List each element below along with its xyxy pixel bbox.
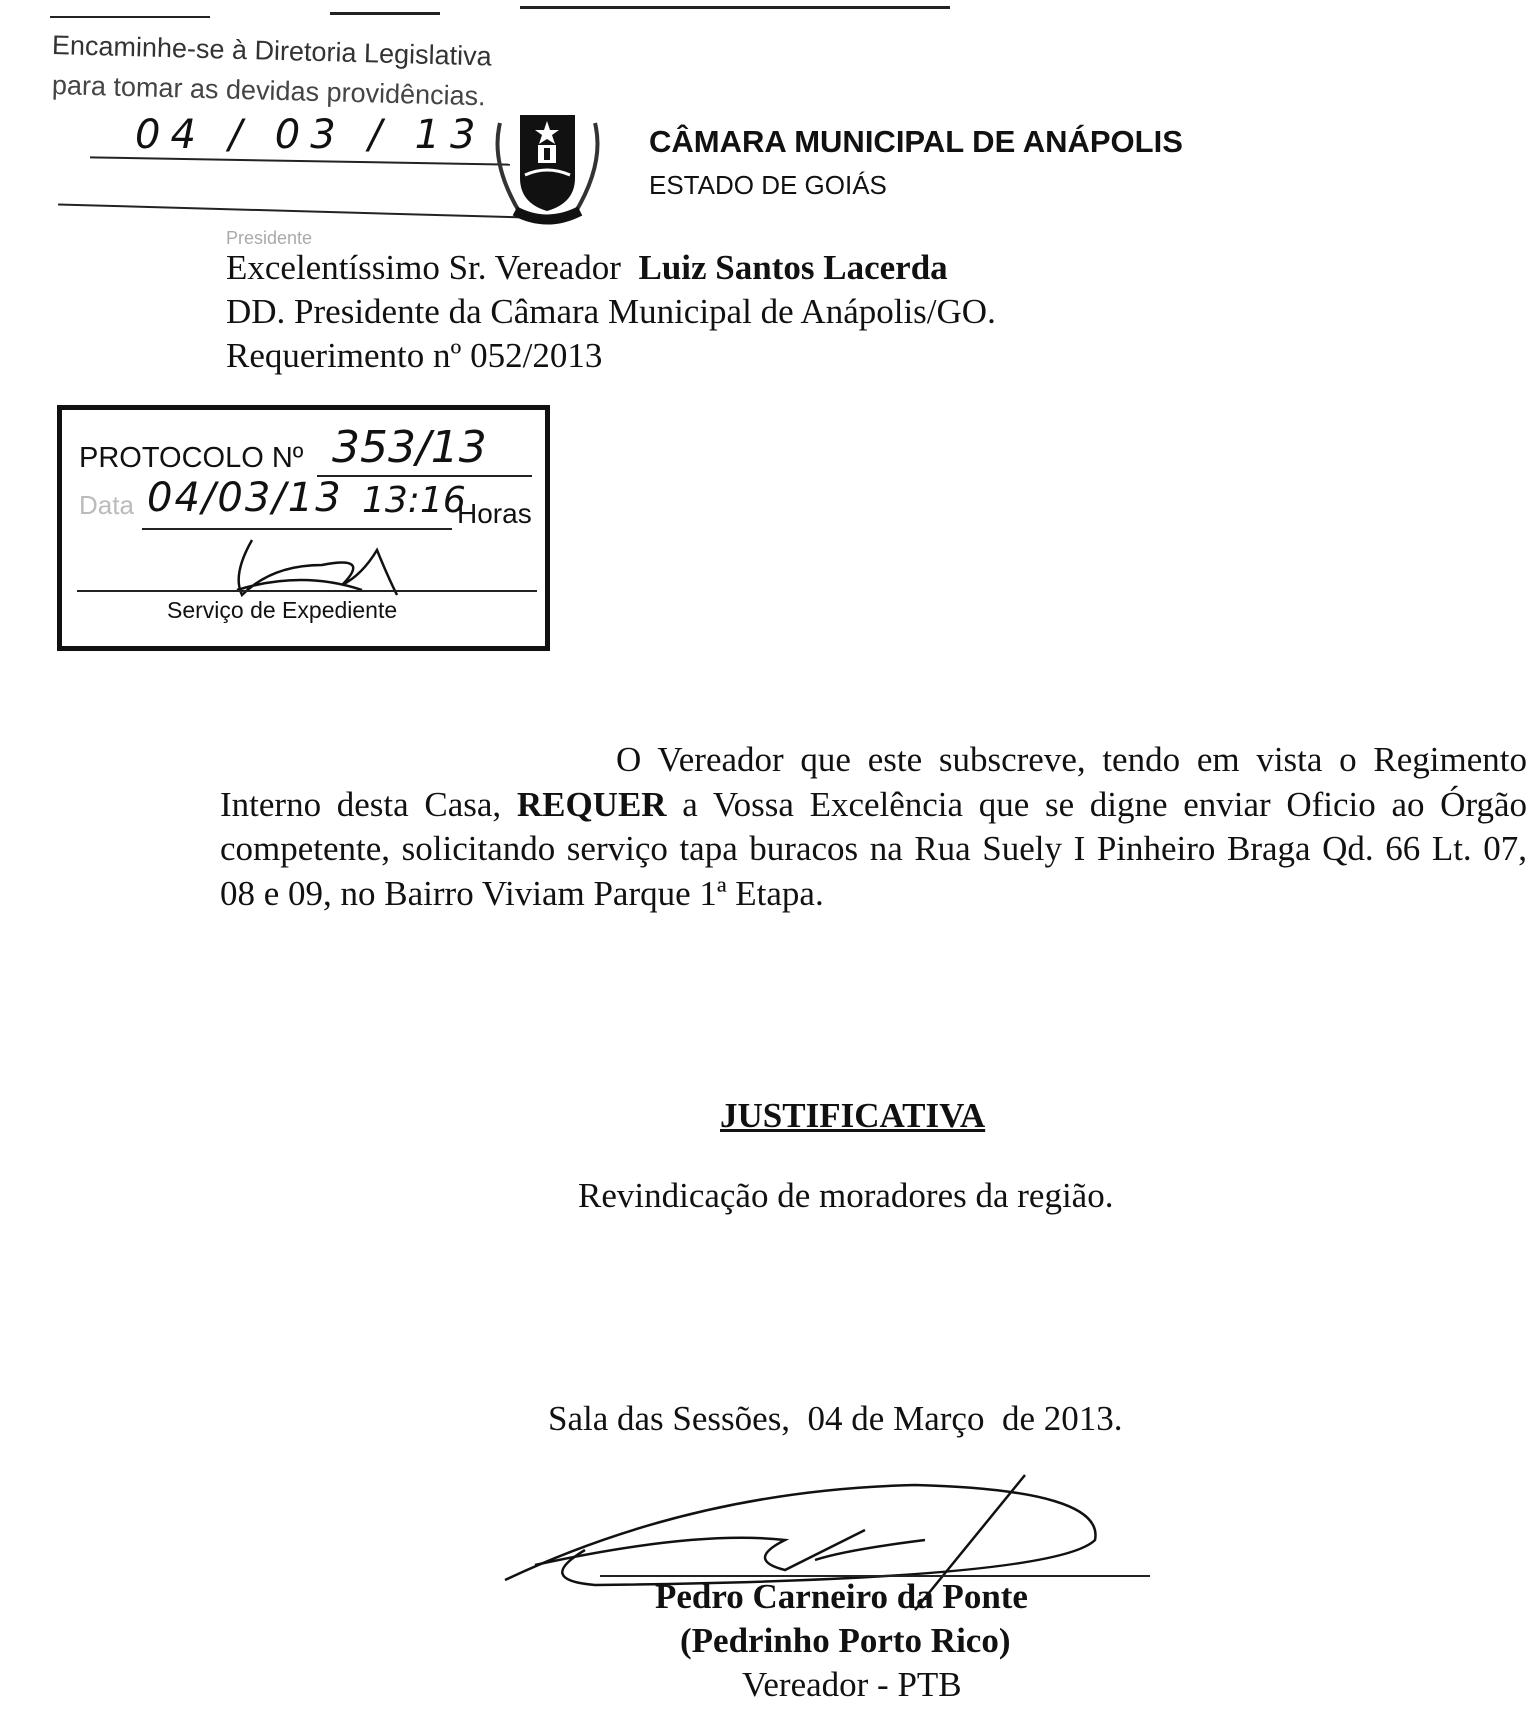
salutation-text: Excelentíssimo Sr. Vereador [226,248,621,287]
hours-label: Horas [457,498,532,529]
department-label: Serviço de Expediente [167,597,398,623]
scan-artifact-line [330,12,440,15]
body-part2: a Vossa Excelência que se digne enviar Oficio ao Órgão competente, solicitando serviço tapa buracos na Rua Suely I Pinheiro Braga Qd. 66 Lt. 07, 08 e 09, no Bairro Viviam Parque 1ª Etapa. [220,784,1528,913]
signatory-title: Vereador - PTB [742,1665,962,1704]
body-part1: O Vereador que este subscreve, tendo em vista o Regimento Interno desta Casa, [220,740,1527,824]
dispatch-role: Presidente [226,228,313,248]
dispatch-date: 04 / 03 / 13 [135,112,486,158]
dispatch-signature-line [58,203,528,218]
date-line [142,528,452,530]
body-emphasis: REQUER [516,784,667,824]
scan-artifact-line [50,16,210,18]
signatory-name: Pedro Carneiro da Ponte [655,1577,1028,1616]
protocol-date: 04/03/13 [147,475,343,521]
request-body [220,738,1527,916]
clerk-signature [212,535,412,605]
protocol-number-line [317,475,532,477]
clerk-signature-line [77,590,537,592]
justification-text: Revindicação de moradores da região. [578,1176,1114,1215]
addressee-name: Luiz Santos Lacerda [638,248,948,287]
municipal-crest-logo [480,103,615,233]
dispatch-note-line1: Encaminhe-se à Diretoria Legislativa [51,30,492,72]
institution-title: CÂMARA MUNICIPAL DE ANÁPOLIS [649,124,1183,159]
institution-subtitle: ESTADO DE GOIÁS [649,170,887,200]
date-label: Data [79,490,134,520]
protocol-number: 353/13 [332,422,487,473]
protocol-label: PROTOCOLO Nº [79,442,304,474]
addressee-position: DD. Presidente da Câmara Municipal de Anápolis/GO. [226,292,996,331]
request-reference: Requerimento nº 052/2013 [226,336,603,375]
justification-heading: JUSTIFICATIVA [720,1096,986,1135]
dispatch-note-line2: para tomar as devidas providências. [51,70,486,112]
scan-artifact-line [520,6,950,9]
place-date: Sala das Sessões, 04 de Março de 2013. [548,1399,1123,1438]
protocol-time: 13:16 [362,480,466,521]
signatory-nickname: (Pedrinho Porto Rico) [680,1621,1011,1660]
protocol-stamp [57,405,550,651]
salutation [226,248,948,288]
